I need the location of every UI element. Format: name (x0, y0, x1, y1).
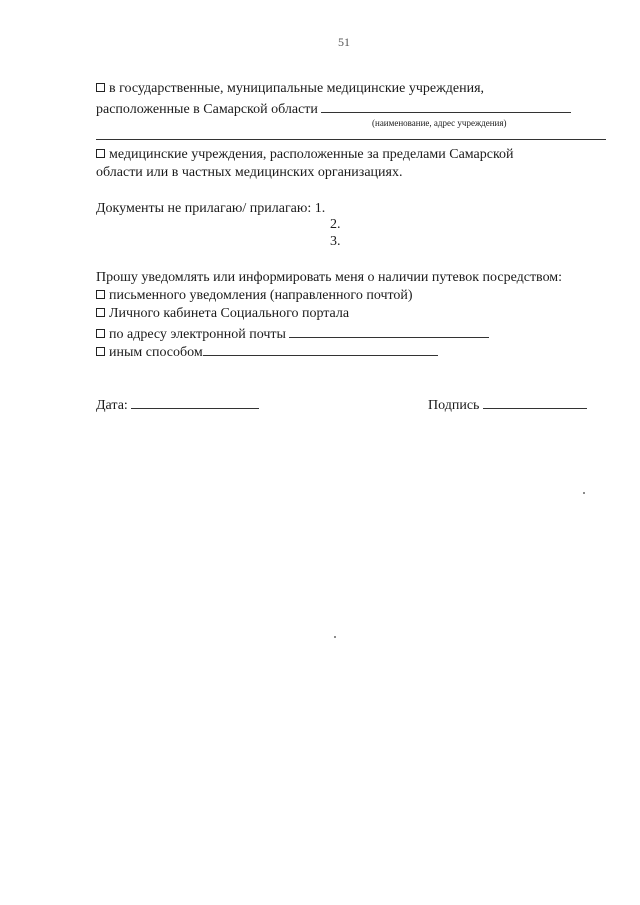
notify-other-checkbox[interactable] (96, 347, 105, 356)
notify-email-checkbox[interactable] (96, 329, 105, 338)
state-institutions-line-2 (96, 99, 571, 119)
documents-item-3: 3. (330, 234, 341, 249)
option-state-institutions (96, 80, 484, 98)
date-field[interactable] (131, 395, 259, 409)
institution-caption: (наименование, адрес учреждения) (372, 118, 507, 128)
other-institutions-text-1: медицинские учреждения, расположенные за пределами Самарской (109, 147, 514, 162)
state-institutions-text-1: в государственные, муниципальные медицинские учреждения, (109, 81, 485, 96)
notify-mail-label: письменного уведомления (направленного почтой) (109, 288, 413, 303)
notify-other-label: иным способом (109, 345, 203, 360)
other-method-field[interactable] (203, 342, 438, 356)
scan-speck (583, 492, 585, 494)
date-row (96, 395, 259, 415)
documents-label: Документы не прилагаю/ прилагаю: 1. (96, 201, 326, 216)
page-number: 51 (338, 35, 350, 49)
email-field[interactable] (289, 324, 489, 338)
notify-email-label: по адресу электронной почты (109, 327, 286, 342)
notify-option-other (96, 342, 438, 362)
notify-heading: Прошу уведомлять или информировать меня о наличии путевок посредством: (96, 270, 563, 285)
scan-speck (334, 636, 336, 638)
notify-option-mail (96, 287, 413, 305)
signature-label: Подпись (428, 398, 480, 413)
option-other-institutions (96, 146, 514, 164)
notify-portal-label: Личного кабинета Социального портала (109, 306, 350, 321)
institution-address-field[interactable] (96, 127, 606, 140)
date-label: Дата: (96, 398, 128, 413)
notify-mail-checkbox[interactable] (96, 290, 105, 299)
other-institutions-text-2: области или в частных медицинских организациях. (96, 165, 403, 180)
state-institutions-checkbox[interactable] (96, 83, 105, 92)
other-institutions-checkbox[interactable] (96, 149, 105, 158)
notify-option-email (96, 324, 489, 344)
documents-item-2: 2. (330, 217, 341, 232)
signature-row (428, 395, 587, 415)
notify-portal-checkbox[interactable] (96, 308, 105, 317)
state-institutions-text-2: расположенные в Самарской области (96, 102, 318, 117)
signature-field[interactable] (483, 395, 587, 409)
notify-option-portal (96, 305, 349, 323)
institution-name-field[interactable] (321, 99, 571, 113)
